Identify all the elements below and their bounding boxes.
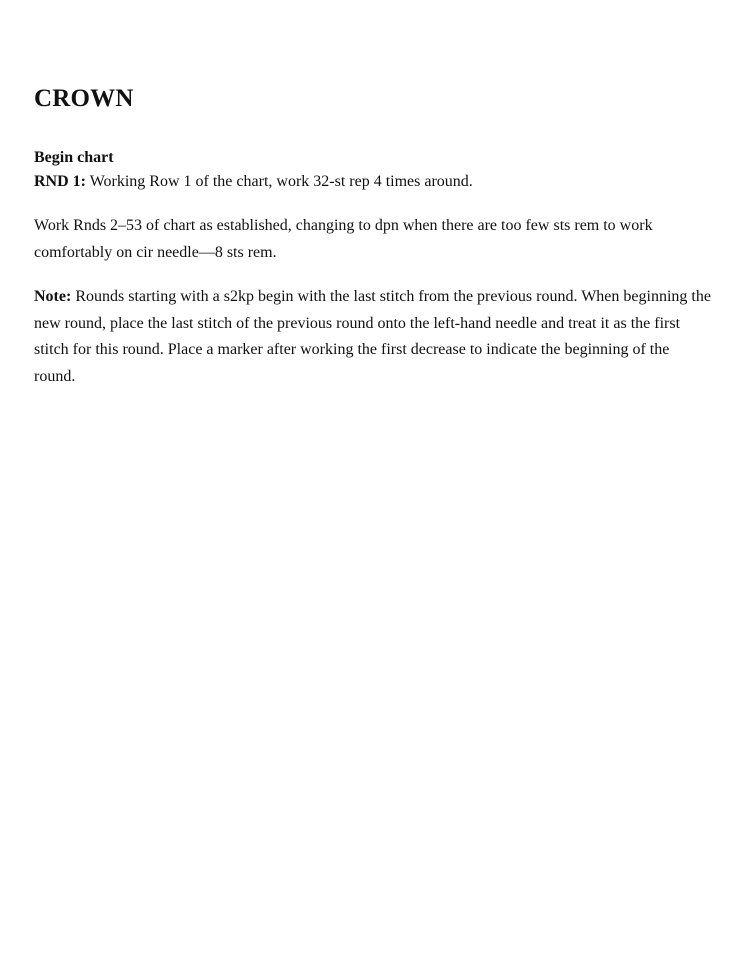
- round-1-instruction: [34, 169, 714, 196]
- note-paragraph: [34, 284, 714, 390]
- round-1-label: RND 1:: [34, 173, 86, 190]
- note-text: Rounds starting with a s2kp begin with the last stitch from the previous round. When beginning the new round, place the last stitch of the previous round onto the left-hand needle and treat it as the first stitch for this round. Place a marker after working the first decrease to indicate the beginning of the round.: [34, 288, 711, 385]
- work-rounds-instruction: Work Rnds 2–53 of chart as established, changing to dpn when there are too few sts rem to work comfortably on cir needle—8 sts rem.: [34, 217, 653, 261]
- begin-chart-heading: Begin chart: [34, 149, 114, 166]
- section-title: CROWN: [34, 85, 134, 112]
- round-1-text: Working Row 1 of the chart, work 32-st rep 4 times around.: [86, 173, 473, 190]
- note-label: Note:: [34, 288, 72, 305]
